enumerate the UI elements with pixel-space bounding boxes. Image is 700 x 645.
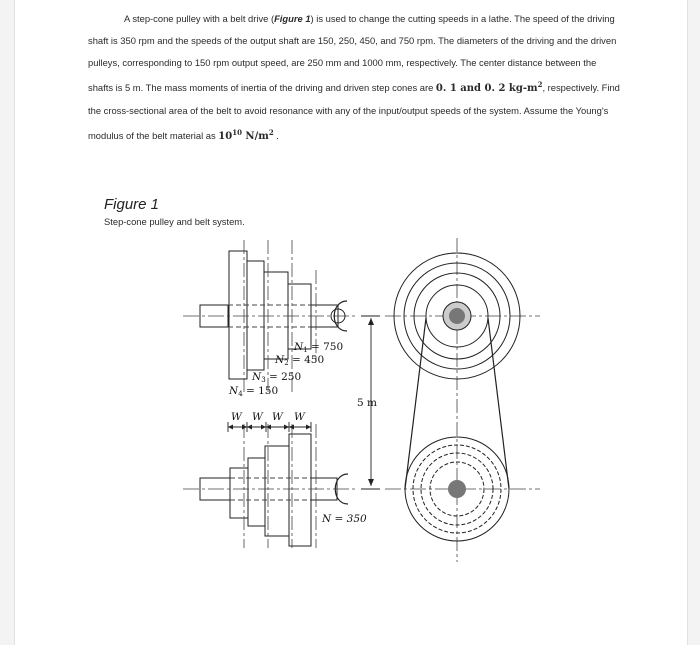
figure-caption: Step-cone pulley and belt system. [104, 216, 245, 227]
label-input-speed: N = 350 [322, 513, 367, 525]
belt-left [405, 318, 426, 489]
problem-statement: A step-cone pulley with a belt drive (Figure 1) is used to change the cutting speeds in a lathe. The speed of the driving shaft is 350 rpm and the speeds of the output shaft are 150, 250, 450, and 750 rpm. The diameters of the driving and the driven pulleys, corresponding to 150 rpm output speed, are 250 mm and 1000 mm, respectively. The center distance between the shafts is 5 m. The mass moments of inertia of the driving and driven step cones are 0. 1 and 0. 2 $kg-m^2$, respectively. Find the cross-sectional area of the belt to avoid resonance with any of the input/output speeds of the system. Assume the Young's modulus of the belt material as $10^{10}$ $N/m^2$ . [88, 13, 620, 143]
label-w1: W [231, 411, 242, 423]
label-w2: W [252, 411, 263, 423]
label-n4: N4 = 150 [229, 385, 279, 398]
label-w3: W [272, 411, 283, 423]
front-view [385, 238, 540, 562]
figure-title: Figure 1 [104, 196, 160, 213]
label-n1: N1 = 750 [294, 341, 344, 354]
label-n3: N3 = 250 [252, 371, 302, 384]
label-w4: W [294, 411, 305, 423]
width-dimension-arrows [228, 422, 311, 432]
driving-step-cone [200, 434, 337, 546]
label-center-distance: 5 m [357, 397, 377, 409]
label-n2: N2 = 450 [275, 354, 325, 367]
figure-reference[interactable]: Figure 1 [274, 13, 311, 24]
belt-right [488, 318, 509, 489]
